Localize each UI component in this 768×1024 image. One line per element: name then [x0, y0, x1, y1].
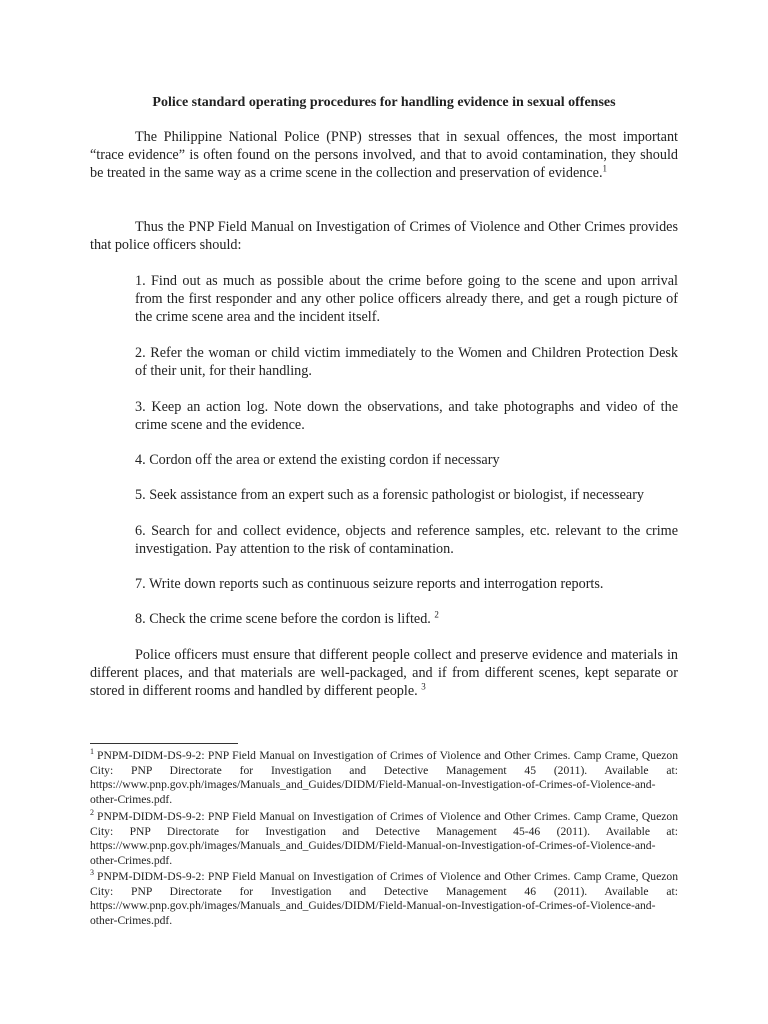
step-text: Find out as much as possible about the crime before going to the scene and upon arrival from the first responder and any other police officers already there, and get a rough picture of the crime scene area and the incident itself. — [135, 273, 678, 325]
footnote-text: PNPM-DIDM-DS-9-2: PNP Field Manual on Investigation of Crimes of Violence and Other Crimes. Camp Crame, Quezon City: PNP Directorate for Investigation and Detective Management 46 (2011). Available at: https://www.pnp.gov.ph/images/Manuals_and_Guides/DIDM/Field-Manual-on-Investigation-of-Crimes-of-Violence-and-other-Crimes.pdf. — [90, 870, 678, 927]
list-item — [135, 575, 678, 593]
step-text: Check the crime scene before the cordon is lifted. — [149, 611, 431, 627]
footnote-divider — [90, 743, 238, 744]
intro-text: The Philippine National Police (PNP) stresses that in sexual offences, the most important “trace evidence” is often found on the persons involved, and that to avoid contamination, they should be treated in the same way as a crime scene in the collection and preservation of evidence. — [90, 129, 678, 181]
footnote-mark: 1 — [90, 747, 94, 757]
footnote-mark: 2 — [90, 808, 94, 818]
step-text: Refer the woman or child victim immediately to the Women and Children Protection Desk of their unit, for their handling. — [135, 345, 679, 379]
step-text: Keep an action log. Note down the observations, and take photographs and video of the crime scene and the evidence. — [135, 399, 679, 433]
list-item — [135, 344, 678, 380]
step-number: 3. — [135, 399, 146, 415]
closing-paragraph — [90, 646, 678, 700]
step-text: Seek assistance from an expert such as a forensic pathologist or biologist, if necesseary — [149, 487, 645, 503]
footnote-ref-1: 1 — [602, 163, 607, 174]
footnote-ref-3: 3 — [421, 681, 426, 692]
list-item — [135, 486, 678, 504]
step-text: Write down reports such as continuous seizure reports and interrogation reports. — [148, 576, 604, 592]
list-item — [135, 451, 678, 469]
footnote-ref-2: 2 — [434, 609, 439, 620]
step-number: 6. — [135, 523, 146, 539]
footnote-text: PNPM-DIDM-DS-9-2: PNP Field Manual on Investigation of Crimes of Violence and Other Crimes. Camp Crame, Quezon City: PNP Directorate for Investigation and Detective Management 45-46 (2011). Available at: https://www.pnp.gov.ph/images/Manuals_and_Guides/DIDM/Field-Manual-on-Investigation-of-Crimes-of-Violence-and-other-Crimes.pdf. — [90, 810, 678, 867]
page-title: Police standard operating procedures for handling evidence in sexual offenses — [152, 95, 616, 110]
footnote-mark: 3 — [90, 868, 94, 878]
footnote — [90, 810, 678, 868]
step-text: Search for and collect evidence, objects and reference samples, etc. relevant to the crime investigation. Pay attention to the risk of contamination. — [135, 523, 678, 557]
footnote — [90, 870, 678, 928]
list-item — [135, 522, 678, 558]
closing-text: Police officers must ensure that different people collect and preserve evidence and materials in different places, and that materials are well-packaged, and if from different scenes, kept separate or stored in different rooms and handled by different people. — [90, 647, 678, 699]
step-text: Cordon off the area or extend the existing cordon if necessary — [149, 452, 500, 468]
step-number: 1. — [135, 273, 146, 289]
step-number: 5. — [135, 487, 146, 503]
list-item — [135, 272, 678, 326]
intro-paragraph — [90, 128, 678, 182]
step-number: 8. — [135, 611, 146, 627]
lead-in-paragraph: Thus the PNP Field Manual on Investigation of Crimes of Violence and Other Crimes provides that police officers should: — [90, 219, 678, 253]
footnote-text: PNPM-DIDM-DS-9-2: PNP Field Manual on Investigation of Crimes of Violence and Other Crimes. Camp Crame, Quezon City: PNP Directorate for Investigation and Detective Management 45 (2011). Available at: https://www.pnp.gov.ph/images/Manuals_and_Guides/DIDM/Field-Manual-on-Investigation-of-Crimes-of-Violence-and-other-Crimes.pdf. — [90, 749, 678, 806]
list-item — [135, 610, 678, 628]
step-number: 4. — [135, 452, 146, 468]
step-number: 2. — [135, 345, 146, 361]
step-number: 7. — [135, 576, 146, 592]
list-item — [135, 398, 678, 434]
footnote — [90, 749, 678, 807]
